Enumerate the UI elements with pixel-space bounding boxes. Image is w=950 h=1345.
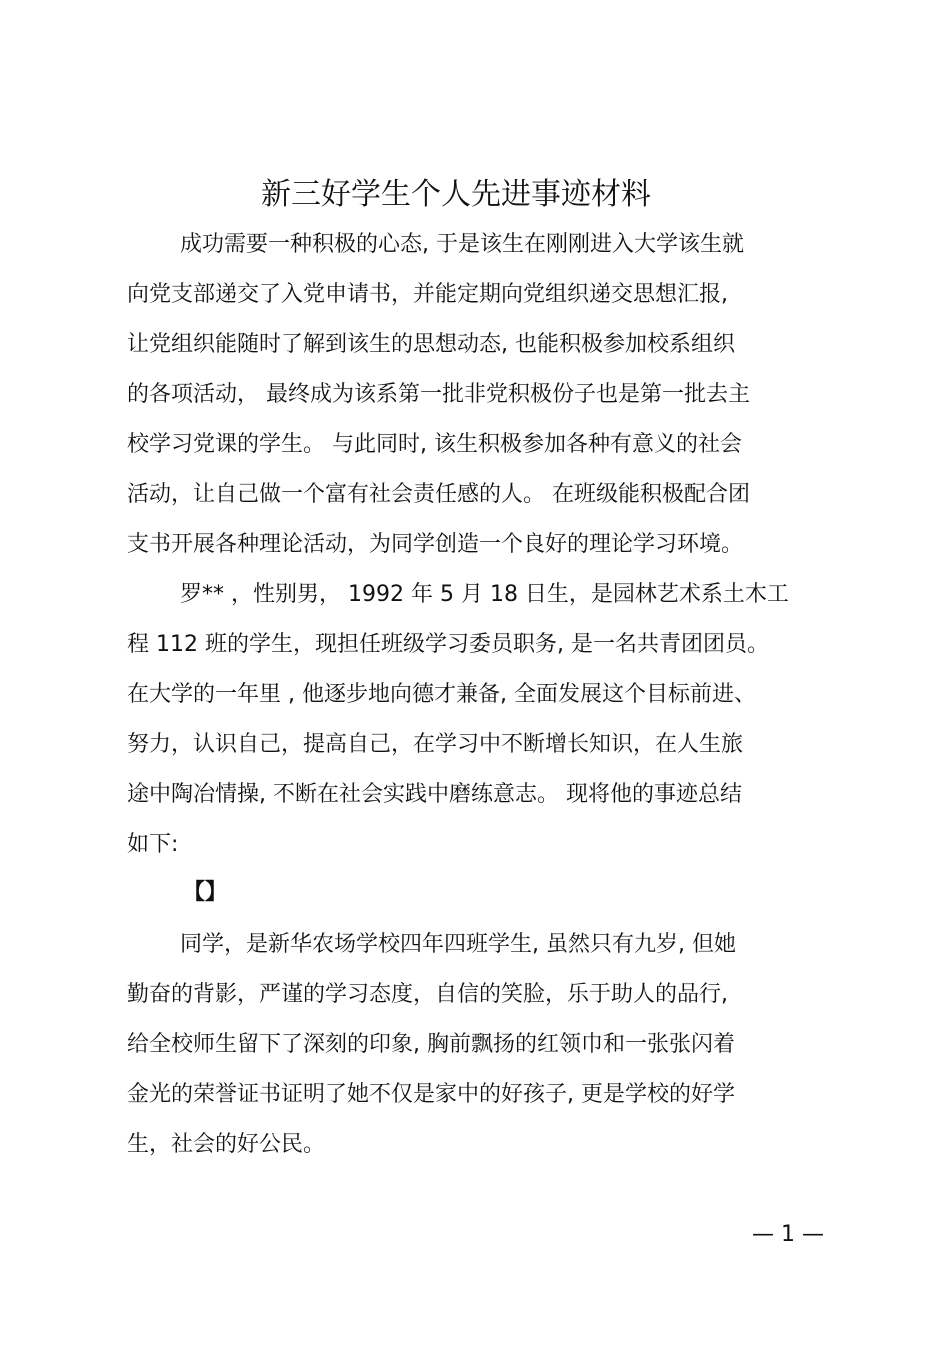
paragraph-line: 活动，让自己做一个富有社会责任感的人。 在班级能积极配合团 xyxy=(127,482,750,507)
paragraph-line: 向党支部递交了入党申请书，并能定期向党组织递交思想汇报, xyxy=(127,282,728,307)
paragraph-line: 勤奋的背影，严谨的学习态度，自信的笑脸，乐于助人的品行, xyxy=(127,982,728,1007)
section-bracket: 【】 xyxy=(183,880,228,905)
paragraph-line: 金光的荣誉证书证明了她不仅是家中的好孩子, 更是学校的好学 xyxy=(127,1082,735,1107)
paragraph-line: 如下: xyxy=(127,832,179,857)
paragraph-line: 成功需要一种积极的心态, 于是该生在刚刚进入大学该生就 xyxy=(180,232,744,257)
paragraph-line: 校学习党课的学生。 与此同时, 该生积极参加各种有意义的社会 xyxy=(127,432,742,457)
paragraph-line: 同学，是新华农场学校四年四班学生, 虽然只有九岁, 但她 xyxy=(180,932,736,957)
paragraph-line: 让党组织能随时了解到该生的思想动态, 也能积极参加校系组织 xyxy=(127,332,735,357)
paragraph-line: 途中陶冶情操, 不断在社会实践中磨练意志。 现将他的事迹总结 xyxy=(127,782,742,807)
paragraph-line: 支书开展各种理论活动，为同学创造一个良好的理论学习环境。 xyxy=(127,532,744,557)
document-title: 新三好学生个人先进事迹材料 xyxy=(261,177,651,212)
paragraph-line: 程 112 班的学生，现担任班级学习委员职务, 是一名共青团团员。 xyxy=(127,632,769,657)
paragraph-line: 给全校师生留下了深刻的印象, 胸前飘扬的红领巾和一张张闪着 xyxy=(127,1032,735,1057)
paragraph-line: 在大学的一年里 , 他逐步地向德才兼备, 全面发展这个目标前进、 xyxy=(127,682,756,707)
paragraph-line: 努力，认识自己，提高自己，在学习中不断增长知识，在人生旅 xyxy=(127,732,744,757)
paragraph-line: 的各项活动， 最终成为该系第一批非党积极份子也是第一批去主 xyxy=(127,382,750,407)
paragraph-line: 罗** ，性别男， 1992 年 5 月 18 日生，是园林艺术系土木工 xyxy=(180,582,789,607)
paragraph-line: 生，社会的好公民。 xyxy=(127,1132,326,1157)
page-number: — 1 — xyxy=(752,1222,824,1247)
